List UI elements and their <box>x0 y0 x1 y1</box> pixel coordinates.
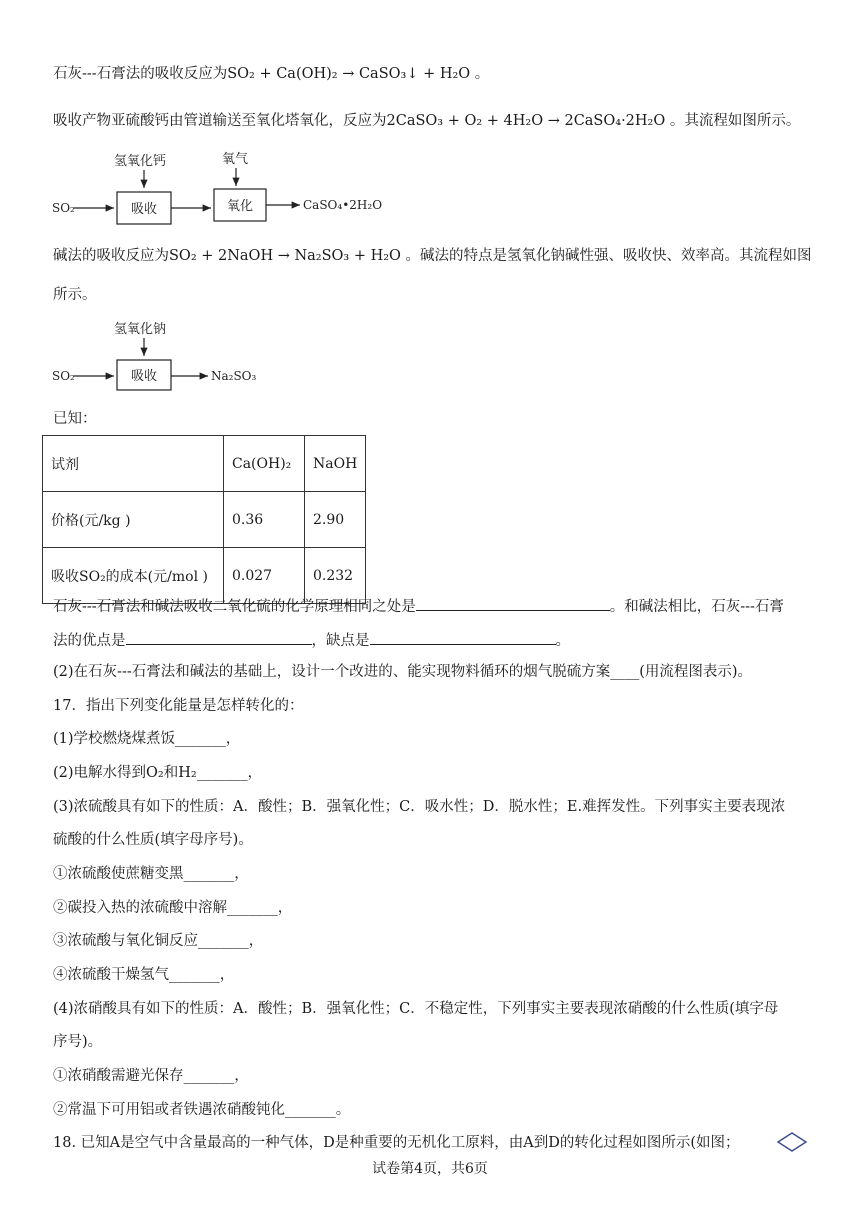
question-17: 17．指出下列变化能量是怎样转化的： <box>53 698 304 714</box>
question-disadv-text: ，缺点是 <box>311 633 370 649</box>
flow2-reagent-1: 氢氧化钠 <box>114 322 167 337</box>
table-cell: 0.36 <box>224 492 305 548</box>
question-17-3-iii: ③浓硫酸与氧化铜反应_______， <box>53 933 264 949</box>
question-17-4: (4)浓硝酸具有如下的性质：A．酸性；B．强氧化性；C．不稳定性，下列事实主要表现浓硝酸的什么性质(填字母 <box>53 1001 779 1017</box>
question-principle-text: 石灰---石膏法和碱法吸收二氧化硫的化学原理相同之处是 <box>53 599 416 615</box>
paragraph-alkali-reaction-cont: 所示。 <box>53 287 97 303</box>
question-principle <box>53 594 784 617</box>
question-advantages <box>53 628 570 651</box>
question-17-1: (1)学校燃烧煤煮饭_______， <box>53 731 241 747</box>
table-cell: 2.90 <box>305 492 366 548</box>
table-cell: 0.232 <box>305 548 366 604</box>
flow-diagram-lime-gypsum <box>48 145 408 233</box>
flow1-box-oxidize-label: 氧化 <box>227 199 254 214</box>
paragraph-oxidation-reaction: 吸收产物亚硫酸钙由管道输送至氧化塔氧化，反应为2CaSO₃ + O₂ + 4H₂O → 2CaSO₄·2H₂O 。其流程如图所示。 <box>53 113 801 129</box>
answer-blank[interactable] <box>370 628 556 645</box>
table-header: NaOH <box>305 436 366 492</box>
table-header-row <box>43 436 366 492</box>
question-2: (2)在石灰---石膏法和碱法的基础上，设计一个改进的、能实现物料循环的烟气脱硫方案____(用流程图表示)。 <box>53 664 753 680</box>
question-17-3: (3)浓硫酸具有如下的性质：A．酸性；B．强氧化性；C．吸水性；D．脱水性；E.难挥发性。下列事实主要表现浓 <box>53 799 786 815</box>
flow2-output: Na₂SO₃ <box>211 369 257 383</box>
question-17-4-cont: 序号)。 <box>53 1034 103 1050</box>
answer-blank[interactable] <box>126 628 312 645</box>
question-disadv-end: 。 <box>555 633 570 649</box>
flow1-reagent-2: 氧气 <box>222 152 249 167</box>
question-18: 18. 已知A是空气中含量最高的一种气体，D是种重要的无机化工原料，由A到D的转化过程如图所示(如图； <box>53 1135 740 1151</box>
question-principle-end: 。和碱法相比，石灰---石膏 <box>609 599 784 615</box>
answer-blank[interactable] <box>416 594 610 611</box>
table-cell: 吸收SO₂的成本(元/mol ) <box>43 548 224 604</box>
paragraph-lime-gypsum-reaction: 石灰---石膏法的吸收反应为SO₂ + Ca(OH)₂ → CaSO₃↓ + H₂O 。 <box>53 66 490 82</box>
question-17-3-i: ①浓硫酸使蔗糖变黑_______， <box>53 866 249 882</box>
diamond-icon <box>776 1130 808 1158</box>
table-row <box>43 492 366 548</box>
known-label: 已知： <box>53 411 97 427</box>
flow2-box-absorb-label: 吸收 <box>131 369 158 384</box>
paragraph-alkali-reaction: 碱法的吸收反应为SO₂ + 2NaOH → Na₂SO₃ + H₂O 。碱法的特点是氢氧化钠碱性强、吸收快、效率高。其流程如图 <box>53 248 812 264</box>
flow1-input: SO₂ <box>52 201 75 215</box>
table-header: Ca(OH)₂ <box>224 436 305 492</box>
flow-diagram-alkali <box>48 318 278 398</box>
flow2-input: SO₂ <box>52 369 75 383</box>
question-17-3-cont: 硫酸的什么性质(填字母序号)。 <box>53 832 253 848</box>
flow1-reagent-1: 氢氧化钙 <box>114 154 167 169</box>
flow1-output: CaSO₄•2H₂O <box>303 198 383 212</box>
table-header: 试剂 <box>43 436 224 492</box>
question-17-2: (2)电解水得到O₂和H₂_______， <box>53 765 262 781</box>
flow1-box-absorb-label: 吸收 <box>131 202 158 217</box>
table-cell: 0.027 <box>224 548 305 604</box>
page-footer: 试卷第4页，共6页 <box>372 1161 488 1177</box>
question-17-4-i: ①浓硝酸需避光保存_______， <box>53 1068 249 1084</box>
table-cell: 价格(元/kg ) <box>43 492 224 548</box>
question-17-3-iv: ④浓硫酸干燥氢气_______， <box>53 967 235 983</box>
reagent-cost-table <box>42 435 366 604</box>
question-adv-text: 法的优点是 <box>53 633 126 649</box>
question-17-3-ii: ②碳投入热的浓硫酸中溶解_______， <box>53 900 293 916</box>
question-17-4-ii: ②常温下可用铝或者铁遇浓硝酸钝化_______。 <box>53 1102 351 1118</box>
